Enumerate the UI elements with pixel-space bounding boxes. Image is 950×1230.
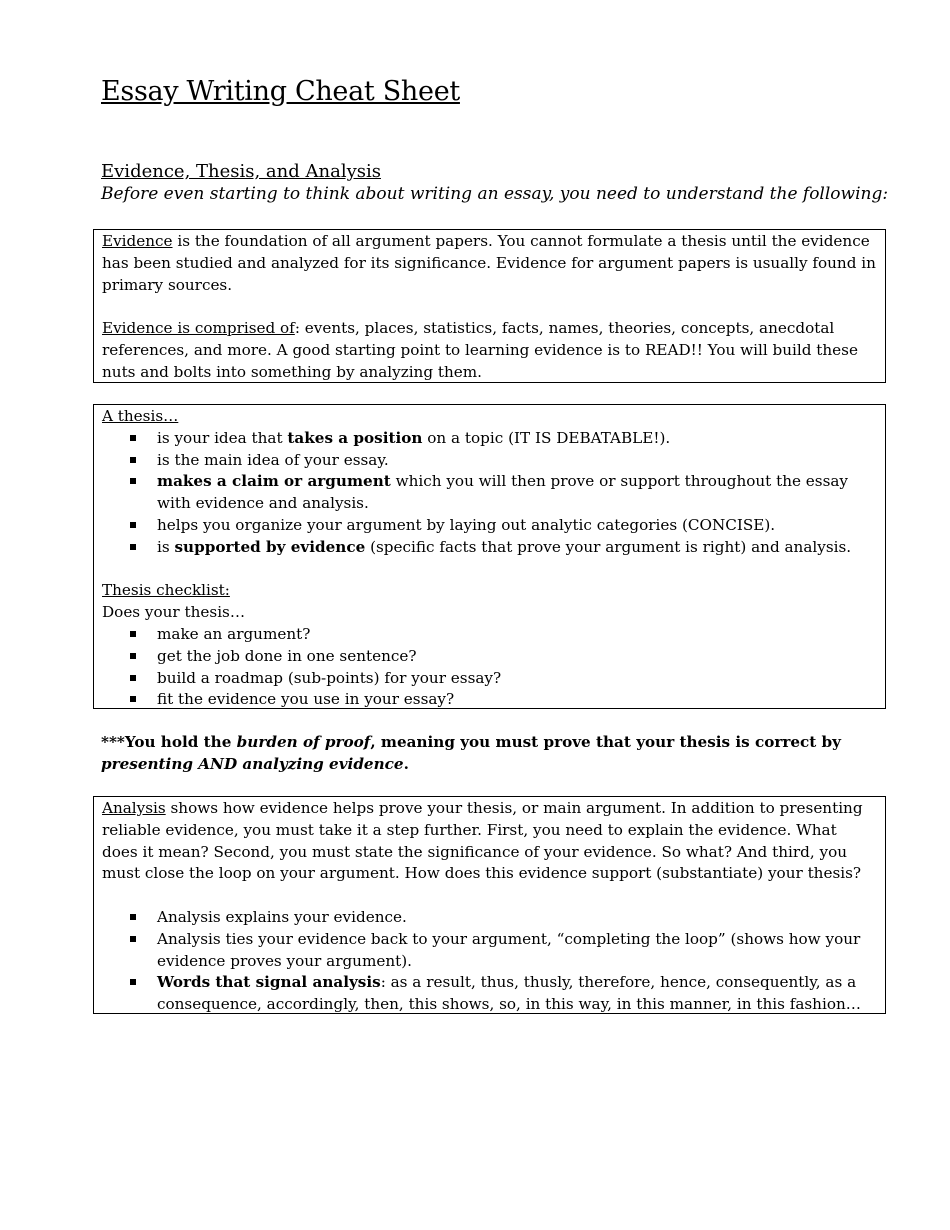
page-title: Essay Writing Cheat Sheet (101, 76, 460, 107)
square-bullet-icon (130, 653, 136, 659)
list-item: is supported by evidence (specific facts that prove your argument is right) and analysis. (157, 537, 877, 559)
evidence-definition: is the foundation of all argument papers. You cannot formulate a thesis until the evidence has been studied and analyzed for its significance. Evidence for argument papers is usually found in primary sources. (102, 232, 876, 294)
list-item: is the main idea of your essay. (157, 450, 877, 472)
evidence-components-paragraph (102, 318, 877, 383)
thesis-heading: A thesis… (102, 407, 179, 425)
square-bullet-icon (130, 435, 136, 441)
evidence-components-term: Evidence is comprised of (102, 319, 295, 338)
square-bullet-icon (130, 936, 136, 942)
square-bullet-icon (130, 696, 136, 702)
analysis-paragraph (102, 798, 877, 885)
document-page (101, 76, 903, 1014)
list-item: Words that signal analysis: as a result, thus, thusly, therefore, hence, consequently, as a consequence, accordingly, then, this shows, so, in this way, in this manner, in this fashion… (157, 972, 877, 1016)
checklist-heading: Thesis checklist: (102, 581, 230, 600)
checklist-item: get the job done in one sentence? (157, 646, 877, 668)
list-item: is your idea that takes a position on a topic (IT IS DEBATABLE!). (157, 428, 877, 450)
checklist-item: make an argument? (157, 624, 877, 646)
evidence-components-text: : events, places, statistics, facts, names, theories, concepts, anecdotal references, and more. A good starting point to learning evidence is to READ!! You will build these nuts and bolts into something by analyzing them. (102, 319, 858, 381)
section-intro: Before even starting to think about writing an essay, you need to understand the following: (101, 184, 889, 204)
list-item: Analysis explains your evidence. (157, 907, 877, 929)
checklist-intro: Does your thesis… (102, 603, 246, 622)
evidence-paragraph (102, 231, 877, 296)
burden-of-proof-note: ***You hold the burden of proof, meaning you must prove that your thesis is correct by presenting AND analyzing evidence. (101, 733, 842, 773)
checklist-item: fit the evidence you use in your essay? (157, 689, 877, 711)
square-bullet-icon (130, 979, 136, 985)
checklist-item: build a roadmap (sub-points) for your essay? (157, 668, 877, 690)
square-bullet-icon (130, 544, 136, 550)
evidence-box (93, 229, 886, 383)
list-item: helps you organize your argument by laying out analytic categories (CONCISE). (157, 515, 877, 537)
list-item: makes a claim or argument which you will then prove or support throughout the essay with evidence and analysis. (157, 471, 877, 515)
section-heading: Evidence, Thesis, and Analysis (101, 161, 381, 182)
list-item: Analysis ties your evidence back to your argument, “completing the loop” (shows how your evidence proves your argument). (157, 929, 877, 973)
thesis-box (93, 404, 886, 709)
square-bullet-icon (130, 631, 136, 637)
square-bullet-icon (130, 522, 136, 528)
analysis-term: Analysis (102, 799, 166, 817)
square-bullet-icon (130, 914, 136, 920)
square-bullet-icon (130, 457, 136, 463)
thesis-list (102, 428, 877, 559)
analysis-box (93, 796, 886, 1014)
checklist-list (102, 624, 877, 711)
evidence-term: Evidence (102, 232, 173, 250)
analysis-definition: shows how evidence helps prove your thesis, or main argument. In addition to presenting reliable evidence, you must take it a step further. First, you need to explain the evidence. What does it mean? Second, you must state the significance of your evidence. So what? And third, you must close the loop on your argument. How does this evidence support (substantiate) your thesis? (102, 799, 863, 883)
square-bullet-icon (130, 478, 136, 484)
square-bullet-icon (130, 675, 136, 681)
analysis-list (102, 907, 877, 1016)
